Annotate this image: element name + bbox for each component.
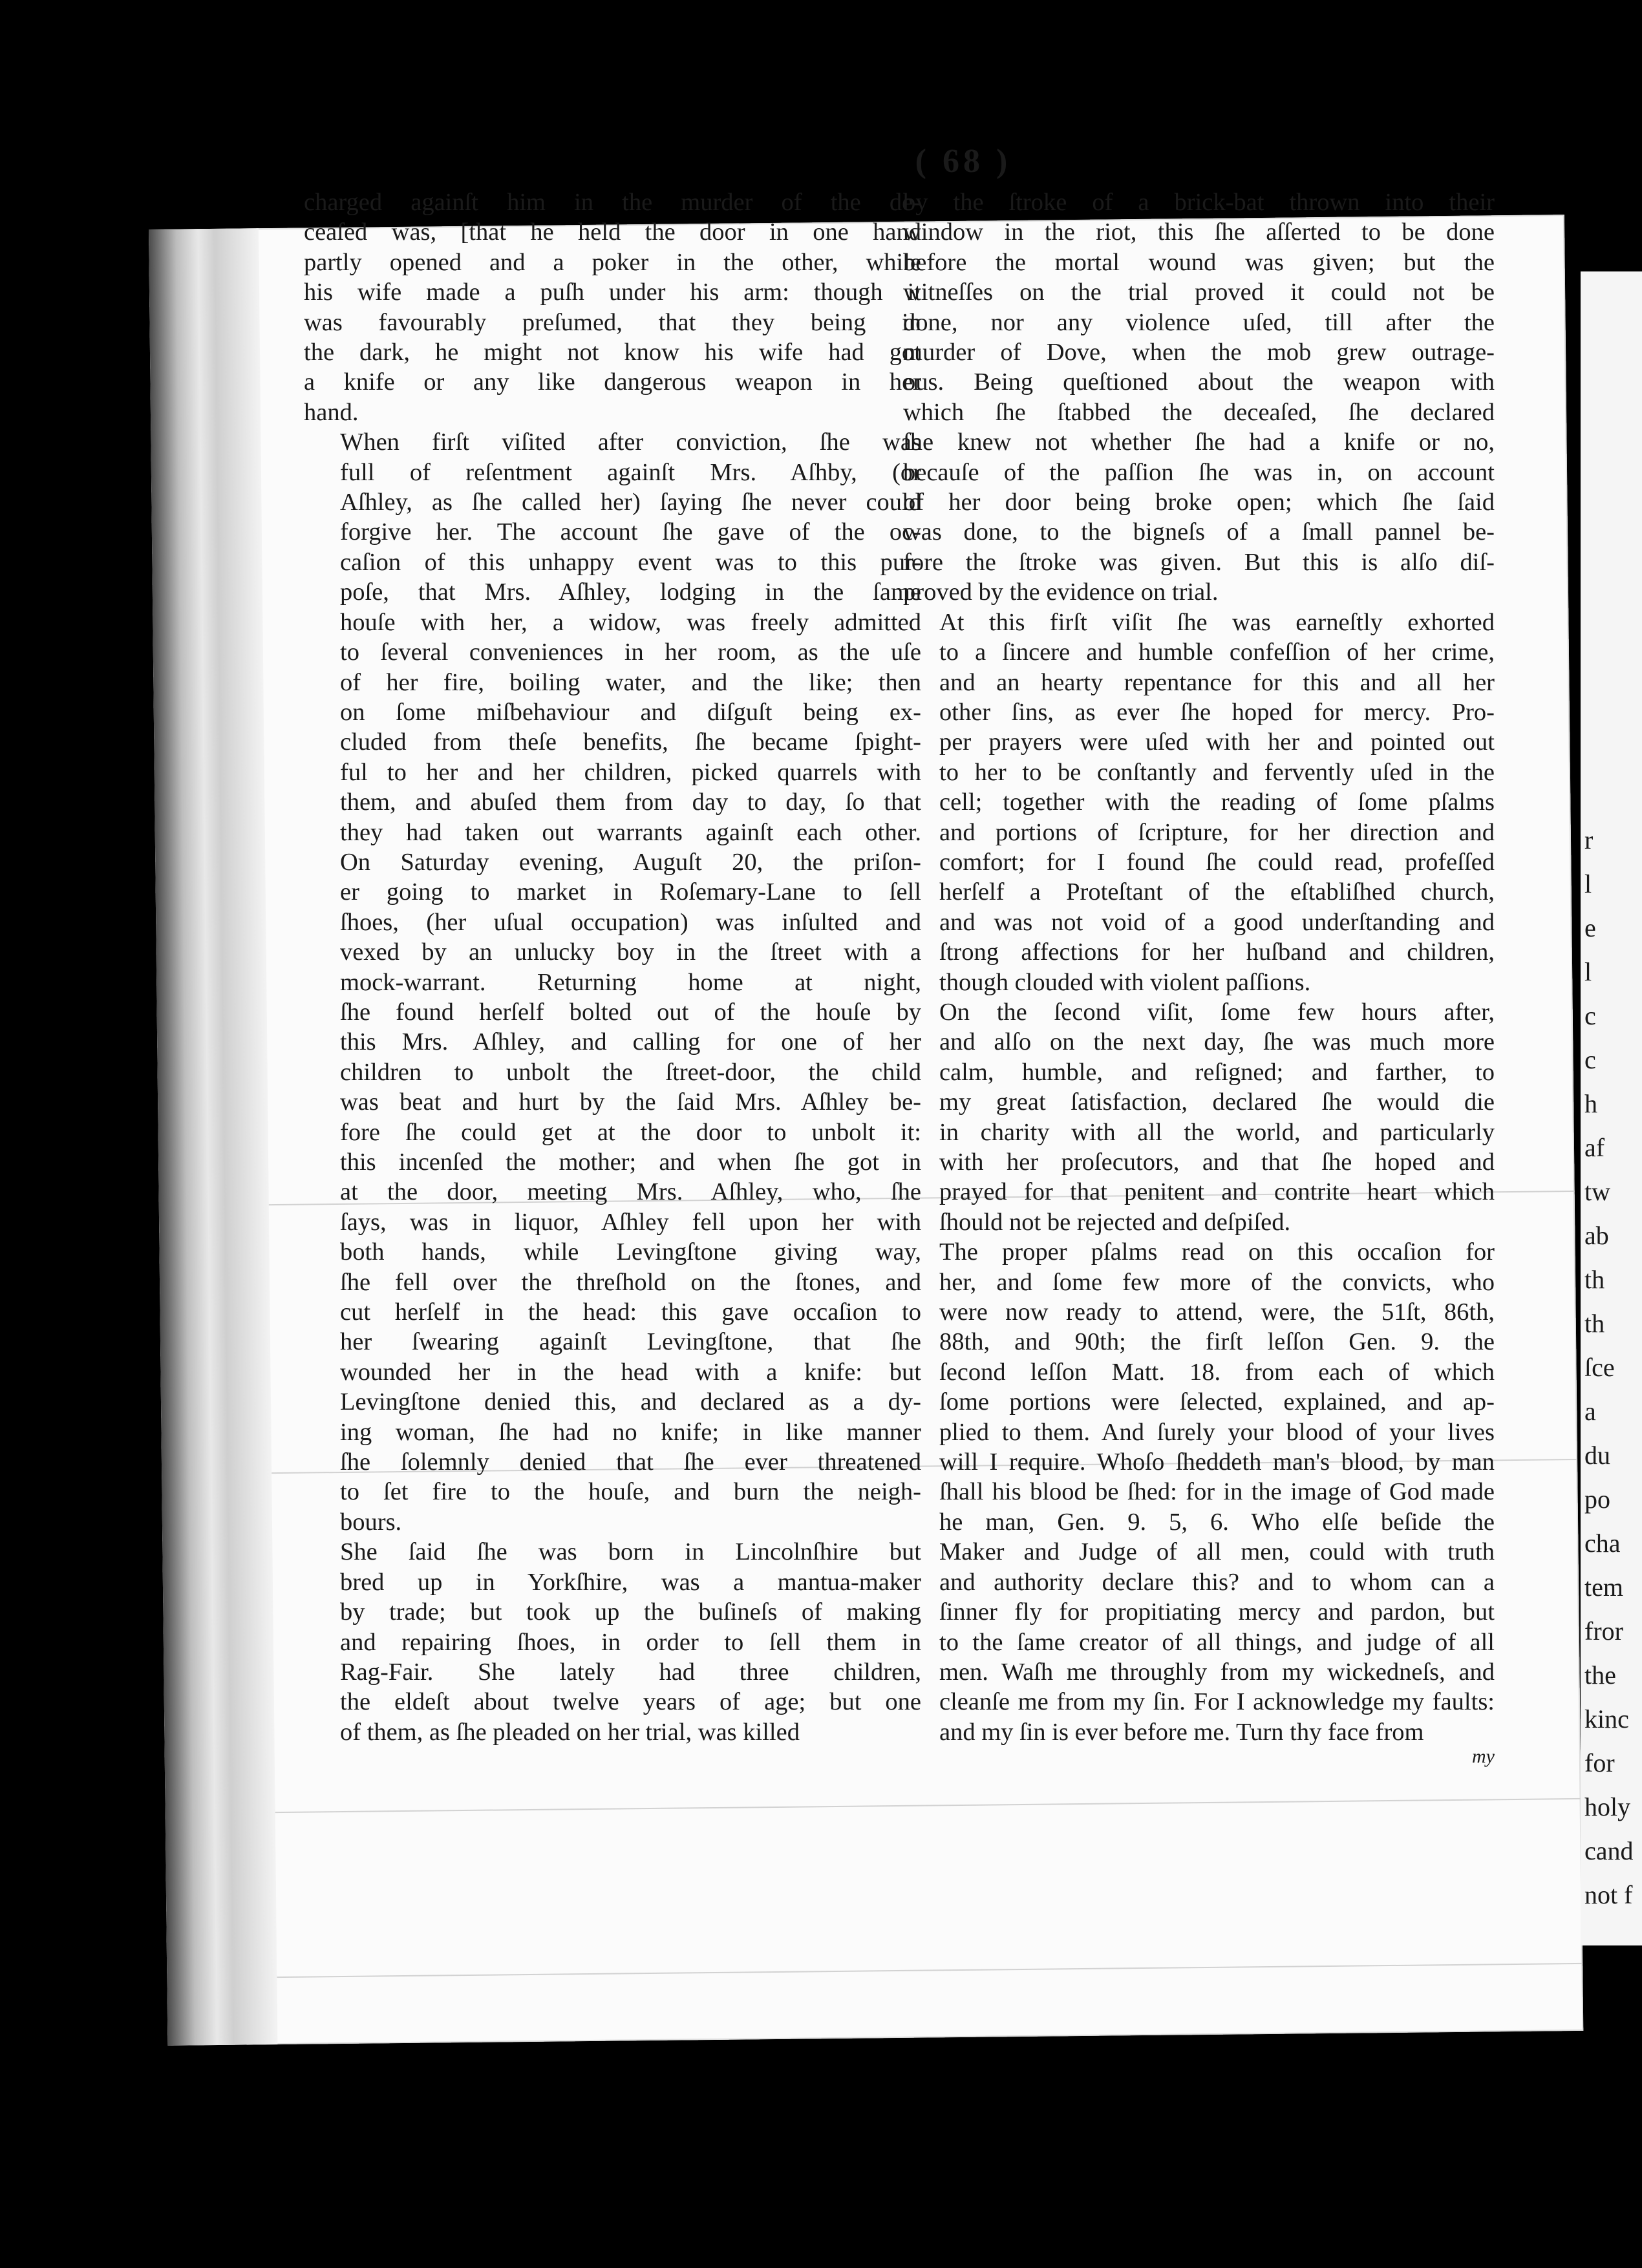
text-line: was favourably preſumed, that they being in [304,308,921,336]
text-line: will I require. Whoſo ſheddeth man's blood, by man [939,1448,1495,1476]
text-line: both hands, while Levingſtone giving way, [340,1238,921,1266]
text-line: before the mortal wound was given; but the [903,248,1495,276]
text-line: ſhould not be rejected and deſpiſed. [939,1208,1291,1236]
text-line: fore the ſtroke was given. But this is alſo diſ- [903,548,1495,576]
page-number-header: ( 68 ) [915,143,1012,180]
text-line: in charity with all the world, and particularly [939,1118,1495,1146]
next-page-fragment: th [1584,1265,1605,1294]
text-line: ſtrong affections for her huſband and children, [939,938,1495,966]
text-line: by trade; but took up the buſineſs of making [340,1598,921,1626]
text-line: plied to them. And ſurely your blood of your lives [939,1418,1495,1446]
scan-line [275,1798,1581,1813]
next-page-fragment: du [1584,1441,1610,1470]
text-line: was beat and hurt by the ſaid Mrs. Aſhley be- [340,1088,921,1116]
text-line: er going to market in Roſemary-Lane to ſell [340,878,921,906]
text-line: full of reſentment againſt Mrs. Aſhby, (or [340,458,921,486]
text-line: witneſſes on the trial proved it could not be [903,279,1495,306]
text-line: a knife or any like dangerous weapon in her [304,368,921,396]
text-line: this incenſed the mother; and when ſhe got in [340,1149,921,1176]
text-line: and my ſin is ever before me. Turn thy face from [939,1718,1424,1746]
text-line: caſion of this unhappy event was to this pur- [340,548,921,576]
text-line: of her door being broke open; which ſhe ſaid [903,489,1495,516]
text-line: this Mrs. Aſhley, and calling for one of her [340,1028,921,1056]
next-page-fragment: af [1584,1133,1605,1162]
text-line: by the ſtroke of a brick-bat thrown into their [903,189,1495,216]
text-line: becauſe of the paſſion ſhe was in, on account [903,458,1495,486]
text-line: the dark, he might not know his wife had got [304,339,921,366]
text-line: he man, Gen. 9. 5, 6. Who elſe beſide the [939,1508,1495,1536]
next-page-fragment: l [1584,869,1592,898]
text-line: they had taken out warrants againſt each other. [340,818,921,846]
text-line: them, and abuſed them from day to day, ſo that [340,789,921,816]
text-line: ſhall his blood be ſhed: for in the image of God made [939,1478,1495,1506]
next-page-fragment: r [1584,825,1594,854]
text-line: At this firſt viſit ſhe was earneſtly exhorted [939,608,1495,636]
book-binding-edge [149,228,277,2046]
next-page-fragment: not f [1584,1880,1633,1909]
left-column-paragraph [304,427,921,1537]
text-line: per prayers were uſed with her and pointed out [939,728,1495,756]
text-line: though clouded with violent paſſions. [939,968,1311,996]
text-line: the eldeſt about twelve years of age; but one [340,1688,921,1716]
next-page-fragment: holy [1584,1792,1631,1821]
next-page-fragment: cha [1584,1529,1621,1558]
text-line: and authority declare this? and to whom can a [939,1568,1495,1596]
text-line: Aſhley, as ſhe called her) ſaying ſhe never could [340,489,921,516]
next-page-fragment: cand [1584,1836,1634,1865]
text-line: murder of Dove, when the mob grew outrage- [903,339,1495,366]
next-page-fragment: ſce [1584,1353,1615,1382]
text-line: cell; together with the reading of ſome pſalms [939,789,1495,816]
text-line: ing woman, ſhe had no knife; in like manner [340,1418,921,1446]
text-line: bours. [340,1508,402,1536]
next-page-fragment: kinc [1584,1704,1629,1733]
text-line: She ſaid ſhe was born in Lincolnſhire but [340,1538,921,1566]
text-line: ſome portions were ſelected, explained, and ap- [939,1388,1495,1416]
text-line: were now ready to attend, were, the 51ſt, 86th, [939,1298,1495,1326]
text-line: ous. Being queſtioned about the weapon with [903,368,1495,396]
text-line: fore ſhe could get at the door to unbolt it: [340,1118,921,1146]
text-line: and alſo on the next day, ſhe was much more [939,1028,1495,1056]
catchword: my [1472,1746,1495,1768]
next-page-fragment: c [1584,1045,1596,1074]
right-column-paragraph [903,997,1495,1237]
text-line: Maker and Judge of all men, could with truth [939,1538,1495,1566]
next-page-fragment: fror [1584,1616,1623,1646]
text-line: comfort; for I found ſhe could read, profeſſed [939,848,1495,876]
text-line: to her to be conſtantly and fervently uſed in the [939,758,1495,786]
next-page-fragment: tw [1584,1177,1610,1206]
right-column [903,187,1495,1766]
left-column [304,187,921,1747]
text-line: at the door, meeting Mrs. Aſhley, who, ſhe [340,1178,921,1206]
next-page-fragment: po [1584,1485,1610,1514]
next-page-edge [1581,271,1642,1945]
next-page-fragment: a [1584,1397,1596,1426]
text-line: to the ſame creator of all things, and judge of all [939,1628,1495,1656]
left-column-paragraph [304,1537,921,1747]
text-line: On Saturday evening, Auguſt 20, the priſon- [340,848,921,876]
text-line: Rag-Fair. She lately had three children, [340,1658,921,1686]
text-line: proved by the evidence on trial. [903,578,1219,606]
text-line: her ſwearing againſt Levingſtone, that ſhe [340,1328,921,1356]
text-line: to a ſincere and humble confeſſion of her crime, [939,639,1495,666]
text-line: ceaſed was, [that he held the door in one hand [304,218,921,246]
next-page-fragment: th [1584,1309,1605,1338]
text-line: ful to her and her children, picked quarrels with [340,758,921,786]
right-column-paragraph [903,187,1495,608]
next-page-fragment: e [1584,913,1596,942]
text-line: herſelf a Proteſtant of the eſtabliſhed church, [939,878,1495,906]
text-line: On the ſecond viſit, ſome few hours after, [939,998,1495,1026]
text-line: his wife made a puſh under his arm: though it [304,279,921,306]
text-line: other ſins, as ever ſhe hoped for mercy. Pro- [939,698,1495,726]
text-line: men. Waſh me throughly from my wickedneſs, and [939,1658,1495,1686]
right-column-paragraph [903,608,1495,997]
text-line: and was not void of a good underſtanding and [939,908,1495,936]
text-line: to ſeveral conveniences in her room, as the uſe [340,639,921,666]
next-page-fragment: ab [1584,1221,1609,1250]
text-line: bred up in Yorkſhire, was a mantua-maker [340,1568,921,1596]
text-line: ſinner fly for propitiating mercy and pardon, but [939,1598,1495,1626]
text-line: ſhe fell over the threſhold on the ſtones, and [340,1268,921,1296]
text-line: The proper pſalms read on this occaſion for [939,1238,1495,1266]
text-line: window in the riot, this ſhe aſſerted to be done [903,218,1495,246]
text-line: forgive her. The account ſhe gave of the oc- [340,518,921,546]
text-line: ſhe ſolemnly denied that ſhe ever threatened [340,1448,921,1476]
text-line: my great ſatisfaction, declared ſhe would die [939,1088,1495,1116]
right-column-paragraph [903,1237,1495,1747]
text-line: and portions of ſcripture, for her direction and [939,818,1495,846]
text-line: prayed for that penitent and contrite heart which [939,1178,1495,1206]
text-line: of her fire, boiling water, and the like; then [340,668,921,696]
scan-line [277,1963,1583,1978]
text-line: of them, as ſhe pleaded on her trial, was killed [340,1718,800,1746]
text-line: ſecond leſſon Matt. 18. from each of which [939,1358,1495,1386]
text-line: ſays, was in liquor, Aſhley fell upon her with [340,1208,921,1236]
text-line: cleanſe me from my ſin. For I acknowledge my faults: [939,1688,1495,1716]
text-line: charged againſt him in the murder of the de- [304,189,921,216]
next-page-fragment: c [1584,1001,1596,1030]
text-line: mock-warrant. Returning home at night, [340,968,921,996]
text-line: When firſt viſited after conviction, ſhe was [340,429,921,456]
text-line: ſhoes, (her uſual occupation) was inſulted and [340,908,921,936]
text-line: and repairing ſhoes, in order to ſell them in [340,1628,921,1656]
text-line: on ſome miſbehaviour and diſguſt being ex- [340,698,921,726]
next-page-fragment: h [1584,1089,1597,1118]
text-line: was done, to the bigneſs of a ſmall pannel be- [903,518,1495,546]
text-line: vexed by an unlucky boy in the ſtreet with a [340,938,921,966]
left-column-paragraph [304,187,921,427]
text-line: done, nor any violence uſed, till after the [903,308,1495,336]
text-line: to ſet fire to the houſe, and burn the neigh- [340,1478,921,1506]
text-line: Levingſtone denied this, and declared as a dy- [340,1388,921,1416]
text-line: houſe with her, a widow, was freely admitted [340,608,921,636]
next-page-fragment: l [1584,957,1592,986]
next-page-fragment: for [1584,1748,1615,1777]
text-line: children to unbolt the ſtreet-door, the child [340,1058,921,1086]
text-line: with her proſecutors, and that ſhe hoped and [939,1149,1495,1176]
next-page-fragment: the [1584,1660,1616,1690]
text-line: cluded from theſe benefits, ſhe became ſpight- [340,728,921,756]
text-line: and an hearty repentance for this and all her [939,668,1495,696]
text-line: wounded her in the head with a knife: but [340,1358,921,1386]
text-line: which ſhe ſtabbed the deceaſed, ſhe declared [903,398,1495,426]
text-line: poſe, that Mrs. Aſhley, lodging in the ſame [340,578,921,606]
text-line: 88th, and 90th; the firſt leſſon Gen. 9. the [939,1328,1495,1356]
next-page-fragment: tem [1584,1573,1623,1602]
text-line: ſhe knew not whether ſhe had a knife or no, [903,429,1495,456]
text-line: partly opened and a poker in the other, while [304,248,921,276]
text-line: hand. [304,398,359,426]
text-line: ſhe found herſelf bolted out of the houſe by [340,998,921,1026]
text-line: cut herſelf in the head: this gave occaſion to [340,1298,921,1326]
text-line: her, and ſome few more of the convicts, who [939,1268,1495,1296]
text-line: calm, humble, and reſigned; and farther, to [939,1058,1495,1086]
